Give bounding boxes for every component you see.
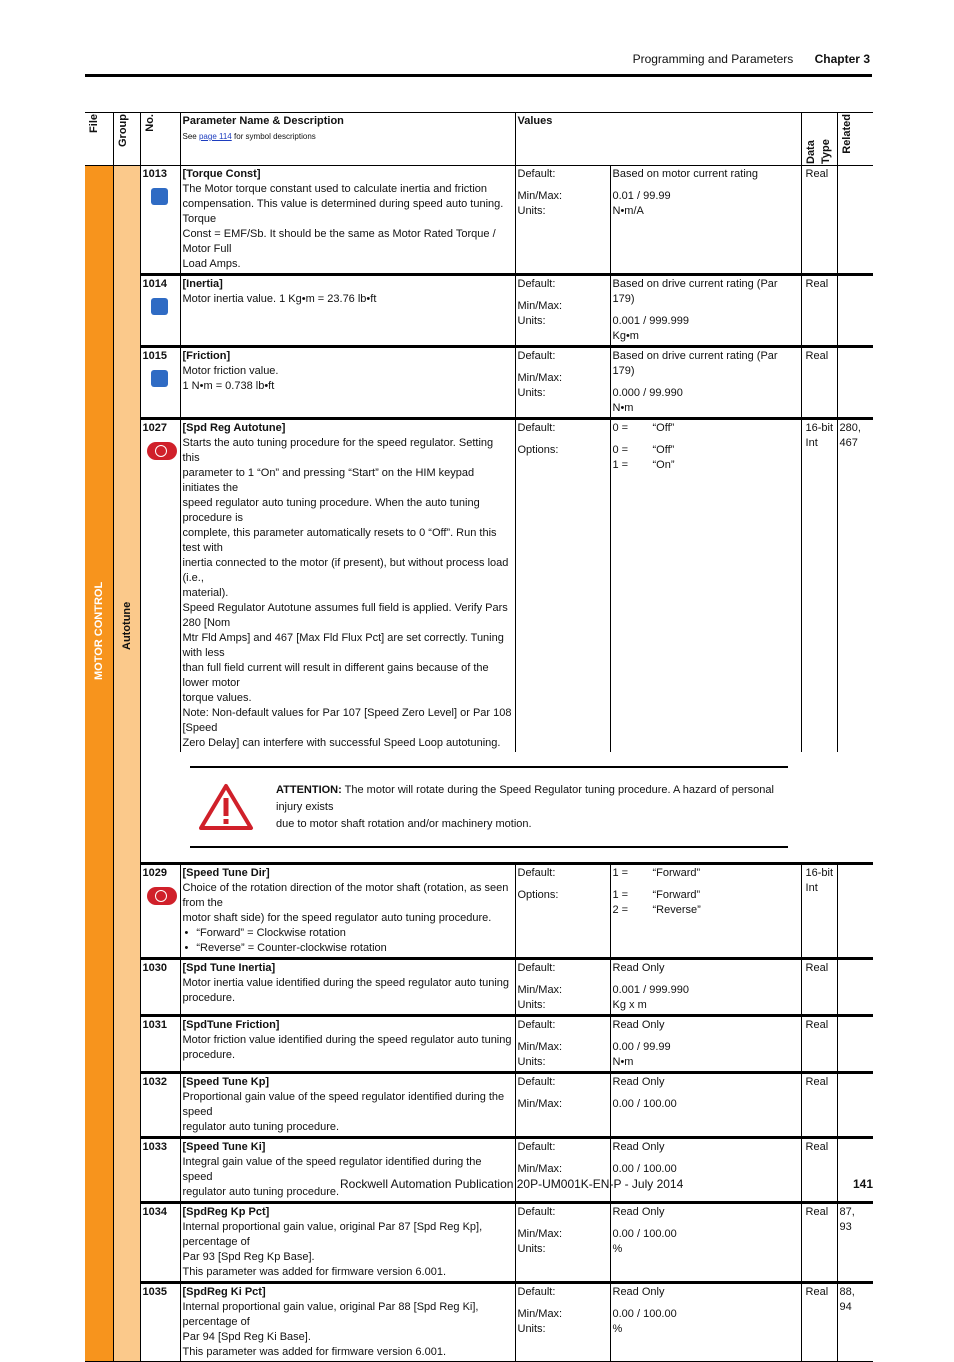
value-entry: N•m (612, 402, 634, 414)
param-bullet: • “Reverse” = Counter-clockwise rotation (183, 941, 513, 956)
value-data (610, 275, 801, 347)
param-desc-line: The Motor torque constant used to calculate inertia and friction (182, 183, 488, 195)
param-name: [Spd Tune Inertia] (182, 962, 276, 974)
value-label: Units: (517, 1323, 546, 1335)
value-entry: Read Only (612, 962, 665, 974)
value-entry: Read Only (612, 1019, 665, 1031)
param-desc-line: compensation. This value is determined during speed auto tuning. Torque (182, 198, 504, 225)
param-name: [SpdReg Ki Pct] (182, 1286, 266, 1298)
param-desc-line: procedure. (182, 1049, 236, 1061)
related-cell (837, 1203, 873, 1283)
value-label: Default: (517, 867, 556, 879)
value-label: Units: (517, 205, 546, 217)
param-row (85, 1283, 873, 1362)
table-header-row (85, 113, 873, 166)
data-type-cell (801, 864, 837, 959)
related-cell (837, 864, 873, 959)
value-entry: N•m (612, 1056, 634, 1068)
param-desc-line: parameter to 1 “On” and pressing “Start” on the HIM keypad initiates the (182, 467, 475, 494)
motor-tuning-icon (151, 188, 168, 205)
value-data (610, 1283, 801, 1362)
param-name: [SpdReg Kp Pct] (182, 1206, 270, 1218)
data-type: Int (805, 437, 818, 449)
param-desc-line: Choice of the rotation direction of the motor shaft (rotation, as seen from the (182, 882, 509, 909)
value-data (610, 864, 801, 959)
value-label: Default: (517, 422, 556, 434)
value-label: Units: (517, 999, 546, 1011)
param-desc-line: complete, this parameter automatically resets to 0 “Off”. Run this test with (182, 527, 497, 554)
col-related: Related (840, 114, 853, 154)
param-desc-line: material). (182, 587, 229, 599)
value-data (610, 347, 801, 419)
data-type-cell (801, 419, 837, 753)
value-label (518, 292, 608, 299)
motor-tuning-icon (151, 370, 168, 387)
section-title: Programming and Parameters (632, 52, 794, 66)
param-desc-line: Speed Regulator Autotune assumes full field is applied. Verify Pars 280 [Nom (182, 602, 508, 629)
data-type: Real (805, 1206, 829, 1218)
param-name: [Speed Tune Kp] (182, 1076, 270, 1088)
param-description (180, 1073, 515, 1138)
related-cell (837, 1283, 873, 1362)
value-data (610, 419, 801, 753)
warning-triangle-icon (198, 783, 254, 831)
param-description (180, 864, 515, 959)
page-header (633, 52, 870, 66)
value-label: Min/Max: (517, 300, 563, 312)
param-desc-line: Proportional gain value of the speed regulator identified during the speed (182, 1091, 505, 1118)
param-desc-line: Zero Delay] can interfere with successful Speed Loop autotuning. (182, 737, 501, 749)
value-entry: 0.00 / 99.99 (612, 1041, 671, 1053)
data-type: 16-bit (805, 422, 834, 434)
value-entry: 0.00 / 100.00 (612, 1308, 677, 1320)
value-label: Options: (517, 444, 559, 456)
value-entry: % (612, 1243, 623, 1255)
value-data (610, 1016, 801, 1073)
value-label: Default: (517, 1019, 556, 1031)
value-label: Default: (517, 1286, 556, 1298)
param-number: 1033 (140, 1138, 180, 1203)
value-label (518, 1300, 608, 1307)
data-type: Int (805, 882, 818, 894)
data-type-cell (801, 166, 837, 275)
value-entry: 0.00 / 100.00 (612, 1163, 677, 1175)
attention-row (85, 752, 873, 864)
param-row (85, 1138, 873, 1203)
data-type: 16-bit (805, 867, 834, 879)
data-type: Real (805, 1141, 829, 1153)
param-desc-line: speed regulator auto tuning procedure. When the auto tuning procedure is (182, 497, 480, 524)
parameter-table (85, 112, 873, 1362)
param-desc-line: regulator auto tuning procedure. (182, 1186, 340, 1198)
value-label: Min/Max: (517, 190, 563, 202)
value-label: Min/Max: (517, 1228, 563, 1240)
value-data (610, 166, 801, 275)
value-labels (515, 959, 610, 1016)
value-entry: Read Only (612, 1141, 665, 1153)
param-row (85, 275, 873, 347)
related-cell (837, 1016, 873, 1073)
data-type-cell (801, 1138, 837, 1203)
param-desc-line: Motor friction value. (182, 365, 279, 377)
symbol-ref: See page 114 for symbol descriptions (182, 132, 316, 141)
value-label: Default: (517, 168, 556, 180)
param-number: 1032 (140, 1073, 180, 1138)
value-entry: 0.001 / 999.990 (612, 984, 689, 996)
value-entry: 0.00 / 100.00 (612, 1228, 677, 1240)
value-entry: 0.001 / 999.999 (612, 315, 689, 327)
value-labels (515, 347, 610, 419)
value-label (518, 881, 608, 888)
related-cell (837, 419, 873, 753)
value-data (610, 959, 801, 1016)
option-entry: 1 = “Forward” (612, 889, 701, 901)
attention-box (190, 766, 788, 848)
param-bullet: • “Forward” = Clockwise rotation (183, 926, 513, 941)
chapter-label: Chapter 3 (814, 52, 870, 66)
value-entry: Read Only (612, 1286, 665, 1298)
col-data-type: Data Type (804, 139, 832, 164)
value-labels (515, 1138, 610, 1203)
param-desc-line: motor shaft side) for the speed regulator auto tuning procedure. (182, 912, 492, 924)
data-type-cell (801, 1073, 837, 1138)
related-param: 93 (839, 1221, 852, 1233)
value-label (518, 436, 608, 443)
related-cell (837, 1073, 873, 1138)
col-name-desc: Parameter Name & Description (182, 115, 344, 127)
option-entry: 1 = “On” (612, 459, 675, 471)
value-entry: 0.000 / 99.990 (612, 387, 683, 399)
attention-text: The motor will rotate during the Speed Regulator tuning procedure. A hazard of personal injury exists (276, 783, 774, 813)
col-group: Group (116, 114, 129, 147)
option-entry: 1 = “Forward” (612, 867, 701, 879)
value-labels (515, 1016, 610, 1073)
param-desc-line: Par 94 [Spd Reg Ki Base]. (182, 1331, 311, 1343)
value-entry: Read Only (612, 1076, 665, 1088)
param-row (85, 959, 873, 1016)
motor-tuning-icon (151, 298, 168, 315)
param-description (180, 275, 515, 347)
option-entry: 0 = “Off” (612, 444, 675, 456)
value-labels (515, 864, 610, 959)
value-labels (515, 275, 610, 347)
data-type: Real (805, 278, 829, 290)
value-label (518, 1155, 608, 1162)
value-entry: 0.01 / 99.99 (612, 190, 671, 202)
value-label (518, 976, 608, 983)
value-label (518, 1090, 608, 1097)
param-number: 1014 (140, 275, 180, 347)
param-description (180, 1138, 515, 1203)
value-label: Default: (517, 1141, 556, 1153)
value-label (518, 364, 608, 371)
param-number: 1027 (140, 419, 180, 753)
header-rule (85, 74, 872, 77)
param-name: [SpdTune Friction] (182, 1019, 280, 1031)
param-row (85, 1016, 873, 1073)
param-name: [Speed Tune Ki] (182, 1141, 266, 1153)
param-number: 1030 (140, 959, 180, 1016)
value-data (610, 1073, 801, 1138)
param-desc-line: Integral gain value of the speed regulator identified during the speed (182, 1156, 482, 1183)
value-label: Units: (517, 1056, 546, 1068)
data-type-cell (801, 1283, 837, 1362)
data-type: Real (805, 1076, 829, 1088)
param-name: [Inertia] (182, 278, 223, 290)
param-number: 1031 (140, 1016, 180, 1073)
related-param: 87, (839, 1206, 855, 1218)
param-desc-line: This parameter was added for firmware version 6.001. (182, 1346, 447, 1358)
param-desc-line: Const = EMF/Sb. It should be the same as Motor Rated Torque / Motor Full (182, 228, 496, 255)
param-desc-line: procedure. (182, 992, 236, 1004)
param-desc-line: Starts the auto tuning procedure for the speed regulator. Setting this (182, 437, 494, 464)
param-desc-line: Internal proportional gain value, original Par 87 [Spd Reg Kp], percentage of (182, 1221, 483, 1248)
value-label (518, 182, 608, 189)
param-number: 1015 (140, 347, 180, 419)
param-row (85, 166, 873, 275)
param-description (180, 419, 515, 753)
value-label (518, 1220, 608, 1227)
group-label: Autotune (121, 601, 133, 650)
file-label: MOTOR CONTROL (93, 581, 105, 680)
param-desc-line: torque values. (182, 692, 252, 704)
value-label: Units: (517, 387, 546, 399)
value-label: Units: (517, 315, 546, 327)
param-description (180, 959, 515, 1016)
file-cell (85, 166, 113, 1362)
value-label: Default: (517, 1076, 556, 1088)
value-label: Min/Max: (517, 1308, 563, 1320)
option-entry: 0 = “Off” (612, 422, 675, 434)
data-type-cell (801, 1016, 837, 1073)
value-labels (515, 1283, 610, 1362)
param-row (85, 419, 873, 753)
related-param: 94 (839, 1301, 852, 1313)
value-labels (515, 166, 610, 275)
value-labels (515, 419, 610, 753)
related-cell (837, 959, 873, 1016)
param-number: 1034 (140, 1203, 180, 1283)
value-labels (515, 1073, 610, 1138)
value-label: Default: (517, 1206, 556, 1218)
value-label: Min/Max: (517, 1098, 563, 1110)
param-number: 1013 (140, 166, 180, 275)
param-name: [Torque Const] (182, 168, 261, 180)
value-data (610, 1203, 801, 1283)
data-type-cell (801, 347, 837, 419)
param-desc-line: Motor friction value identified during the speed regulator auto tuning (182, 1034, 512, 1046)
data-type-cell (801, 275, 837, 347)
group-cell (113, 166, 140, 1362)
value-entry: Based on drive current rating (Par 179) (612, 278, 778, 305)
param-desc-line: Load Amps. (182, 258, 241, 270)
value-entry: Kg x m (612, 999, 647, 1011)
related-param: 280, (839, 422, 861, 434)
stop-drive-icon (147, 442, 177, 460)
param-desc-line: inertia connected to the motor (if present), but without process load (i.e., (182, 557, 509, 584)
value-label: Default: (517, 350, 556, 362)
col-no: No. (143, 114, 156, 132)
value-label: Units: (517, 1243, 546, 1255)
value-entry: Read Only (612, 1206, 665, 1218)
param-row (85, 864, 873, 959)
value-entry: % (612, 1323, 623, 1335)
param-description (180, 1016, 515, 1073)
param-desc-line: Motor inertia value identified during the speed regulator auto tuning (182, 977, 510, 989)
param-number: 1035 (140, 1283, 180, 1362)
value-data (610, 1138, 801, 1203)
param-desc-line: 1 N•m = 0.738 lb•ft (182, 380, 275, 392)
param-description (180, 1203, 515, 1283)
param-name: [Spd Reg Autotune] (182, 422, 286, 434)
col-file: File (88, 114, 100, 133)
param-number: 1029 (140, 864, 180, 959)
value-label: Min/Max: (517, 1041, 563, 1053)
param-desc-line: Note: Non-default values for Par 107 [Speed Zero Level] or Par 108 [Speed (182, 707, 512, 734)
col-values: Values (517, 115, 553, 127)
attention-label: ATTENTION: (276, 783, 342, 796)
value-label: Min/Max: (517, 1163, 563, 1175)
data-type: Real (805, 350, 829, 362)
value-label: Min/Max: (517, 984, 563, 996)
param-desc-line: This parameter was added for firmware version 6.001. (182, 1266, 447, 1278)
value-entry: 0.00 / 100.00 (612, 1098, 677, 1110)
param-desc-line: regulator auto tuning procedure. (182, 1121, 340, 1133)
param-row (85, 1073, 873, 1138)
data-type-cell (801, 959, 837, 1016)
related-cell (837, 166, 873, 275)
value-entry: N•m/A (612, 205, 644, 217)
param-name: [Speed Tune Dir] (182, 867, 270, 879)
related-param: 467 (839, 437, 858, 449)
param-row (85, 347, 873, 419)
value-label: Min/Max: (517, 372, 563, 384)
value-label: Options: (517, 889, 559, 901)
param-description (180, 1283, 515, 1362)
data-type: Real (805, 962, 829, 974)
param-desc-line: Motor inertia value. 1 Kg•m = 23.76 lb•ft (182, 293, 377, 305)
param-desc-line: Par 93 [Spd Reg Kp Base]. (182, 1251, 315, 1263)
data-type: Real (805, 1286, 829, 1298)
param-description (180, 347, 515, 419)
related-cell (837, 347, 873, 419)
param-row (85, 1203, 873, 1283)
related-cell (837, 275, 873, 347)
param-desc-line: Internal proportional gain value, original Par 88 [Spd Reg Ki], percentage of (182, 1301, 479, 1328)
value-label: Default: (517, 962, 556, 974)
value-entry: Based on drive current rating (Par 179) (612, 350, 778, 377)
related-cell (837, 1138, 873, 1203)
data-type: Real (805, 168, 829, 180)
param-desc-line: Mtr Fld Amps] and 467 [Max Fld Flux Pct] are set correctly. Tuning with less (182, 632, 504, 659)
footer-publication: Rockwell Automation Publication 20P-UM001K-EN-P - July 2014 (340, 1177, 684, 1191)
related-param: 88, (839, 1286, 855, 1298)
param-desc-line: than full field current will result in different gains because of the lower motor (182, 662, 489, 689)
stop-drive-icon (147, 887, 177, 905)
param-description (180, 166, 515, 275)
value-label (518, 1033, 608, 1040)
value-labels (515, 1203, 610, 1283)
data-type-cell (801, 1203, 837, 1283)
attention-text-2: due to motor shaft rotation and/or machinery motion. (276, 817, 532, 830)
param-name: [Friction] (182, 350, 231, 362)
value-entry: Based on motor current rating (612, 168, 759, 180)
value-entry: Kg•m (612, 330, 639, 342)
page-number: 141 (853, 1177, 874, 1191)
value-label: Default: (517, 278, 556, 290)
option-entry: 2 = “Reverse” (612, 904, 701, 916)
page-114-link[interactable]: page 114 (198, 132, 232, 141)
data-type: Real (805, 1019, 829, 1031)
